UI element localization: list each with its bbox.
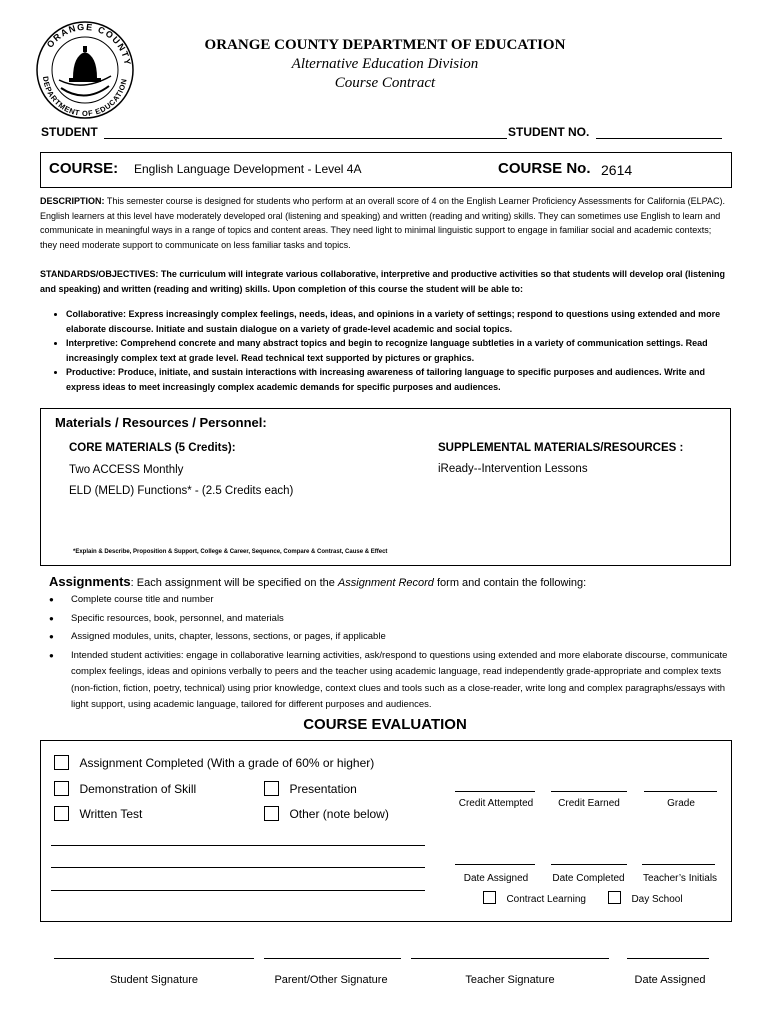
assignments-list: [49, 592, 729, 714]
student-signature-label: Student Signature: [109, 974, 199, 986]
demonstration-row[interactable]: [54, 780, 196, 798]
teacher-signature-line[interactable]: [411, 958, 609, 959]
demonstration-label: Demonstration of Skill: [79, 782, 197, 796]
written-test-row[interactable]: [54, 805, 142, 823]
description: [40, 194, 730, 252]
date-assigned-line[interactable]: [627, 958, 709, 959]
assignments-label: Assignments: [49, 574, 131, 589]
credit-earned-label: Credit Earned: [558, 798, 620, 809]
other-checkbox[interactable]: [264, 806, 279, 821]
teacher-initials-label: Teacher’s Initials: [642, 873, 718, 884]
day-school-row[interactable]: [608, 889, 683, 907]
list-item: • Collaborative: Express increasingly complex feelings, needs, ideas, and opinions in a variety of settings; respond to questions using extended and more elaborate discourse. Initiate and sustain dialogue on a variety of grade-level academic and social topics.: [66, 307, 732, 336]
standards-text: The curriculum will integrate various collaborative, interpretive and productive activities so that students will develop oral (listening and speaking) and written (reading and writing) skills. Upon completion of this course the student will be able to:: [40, 269, 725, 294]
assignment-completed-row[interactable]: [54, 754, 374, 772]
standards-label: STANDARDS/OBJECTIVES:: [40, 269, 159, 279]
assignments-intro-post: form and contain the following:: [433, 577, 587, 589]
course-no-label: COURSE No.: [498, 160, 591, 177]
date-completed-field[interactable]: [551, 864, 627, 865]
division-title: Alternative Education Division: [291, 56, 479, 72]
notes-line[interactable]: [51, 845, 425, 846]
student-no-field[interactable]: [596, 138, 722, 139]
list-item: ● Intended student activities: engage in collaborative learning activities, ask/respond to questions using extended and more elaborate discourse, communicate complex feelings, ideas and opinions verbally to peers and the teacher using academic language, read independently grade-appropriate and complex texts (non-fiction, fiction, poetry, technical) using prior knowledge, context clues and tools such as a close-reader, write long and complex paragraphs/essays with light support, using academic language, tailored for different purposes and audiences.: [49, 648, 729, 714]
list-item: ● Specific resources, book, personnel, and materials: [49, 611, 729, 628]
course-no: 2614: [601, 162, 633, 178]
presentation-label: Presentation: [289, 782, 357, 796]
teacher-signature-label: Teacher Signature: [465, 974, 555, 986]
notes-line[interactable]: [51, 890, 425, 891]
contract-learning-label: Contract Learning: [506, 894, 586, 905]
seal-top-text: ORANGE COUNTY: [44, 21, 133, 68]
org-title: ORANGE COUNTY DEPARTMENT OF EDUCATION: [204, 37, 566, 53]
assignments-intro: [49, 574, 586, 589]
date-assigned-label: Date Assigned: [463, 873, 529, 884]
assignment-completed-checkbox[interactable]: [54, 755, 69, 770]
student-signature-line[interactable]: [54, 958, 254, 959]
contract-learning-checkbox[interactable]: [483, 891, 496, 904]
course-name: English Language Development - Level 4A: [134, 162, 362, 176]
other-label: Other (note below): [289, 807, 389, 821]
course-box: [40, 152, 732, 188]
standards: [40, 267, 730, 296]
other-row[interactable]: [264, 805, 389, 823]
materials-box: [40, 408, 731, 566]
materials-footnote: *Explain & Describe, Proposition & Support, College & Career, Sequence, Compare & Contrast, Cause & Effect: [73, 549, 388, 555]
student-label: STUDENT: [41, 125, 98, 139]
date-assigned-signature-label: Date Assigned: [634, 974, 706, 986]
teacher-initials-field[interactable]: [642, 864, 715, 865]
notes-line[interactable]: [51, 867, 425, 868]
seal-bottom-text: DEPARTMENT OF EDUCATION: [40, 75, 129, 119]
student-name-field[interactable]: [104, 138, 507, 139]
demonstration-checkbox[interactable]: [54, 781, 69, 796]
date-assigned-field[interactable]: [455, 864, 535, 865]
student-no-label: STUDENT NO.: [508, 125, 590, 139]
core-item: ELD (MELD) Functions* - (2.5 Credits each): [69, 485, 294, 497]
course-evaluation-title: COURSE EVALUATION: [303, 716, 467, 733]
description-text: This semester course is designed for students who perform at an overall score of 4 on the English Learner Proficiency Assessments for California (ELPAC). English learners at this level have moderately developed oral (listening and speaking) and written (reading and writing) skills. They can sometimes use English to learn and communicate in meaningful ways in a range of topics and content areas. They need light to minimal linguistic support to engage in familiar social and academic contexts; they need moderate support to communicate on less familiar tasks and topics.: [40, 196, 725, 250]
evaluation-box: [40, 740, 732, 922]
description-label: DESCRIPTION:: [40, 196, 105, 206]
supplemental-label: SUPPLEMENTAL MATERIALS/RESOURCES :: [438, 442, 684, 454]
written-test-label: Written Test: [79, 807, 143, 821]
assignment-completed-label: Assignment Completed (With a grade of 60% or higher): [79, 756, 375, 770]
presentation-row[interactable]: [264, 780, 357, 798]
list-item: • Productive: Produce, initiate, and sustain interactions with increasing awareness of tailoring language to specific purposes and audiences. Write and express ideas to meet increasingly complex academic demands for specific purposes and audiences.: [66, 365, 732, 394]
list-item: ● Complete course title and number: [49, 592, 729, 609]
standards-list: [40, 307, 732, 394]
supplemental-item: iReady--Intervention Lessons: [438, 463, 588, 475]
credit-attempted-label: Credit Attempted: [458, 798, 534, 809]
day-school-label: Day School: [631, 894, 683, 905]
parent-signature-line[interactable]: [264, 958, 401, 959]
grade-label: Grade: [667, 798, 695, 809]
list-item: • Interpretive: Comprehend concrete and many abstract topics and begin to recognize language subtleties in a variety of communication settings. Read increasingly complex text at grade level. Read technical text supported by pictures or graphics.: [66, 336, 732, 365]
credit-attempted-field[interactable]: [455, 791, 535, 792]
parent-signature-label: Parent/Other Signature: [274, 974, 388, 986]
assignments-intro-pre: : Each assignment will be specified on the: [130, 577, 338, 589]
materials-title: Materials / Resources / Personnel:: [55, 415, 267, 430]
credit-earned-field[interactable]: [551, 791, 627, 792]
course-label: COURSE:: [49, 160, 119, 177]
grade-field[interactable]: [644, 791, 717, 792]
presentation-checkbox[interactable]: [264, 781, 279, 796]
contract-learning-row[interactable]: [483, 889, 586, 907]
day-school-checkbox[interactable]: [608, 891, 621, 904]
list-item: ● Assigned modules, units, chapter, lessons, sections, or pages, if applicable: [49, 629, 729, 646]
core-materials-label: CORE MATERIALS (5 Credits):: [69, 442, 236, 454]
written-test-checkbox[interactable]: [54, 806, 69, 821]
date-completed-label: Date Completed: [552, 873, 625, 884]
document-subtitle: Course Contract: [334, 75, 436, 91]
assignments-intro-italic: Assignment Record: [337, 577, 434, 589]
core-item: Two ACCESS Monthly: [69, 464, 184, 476]
